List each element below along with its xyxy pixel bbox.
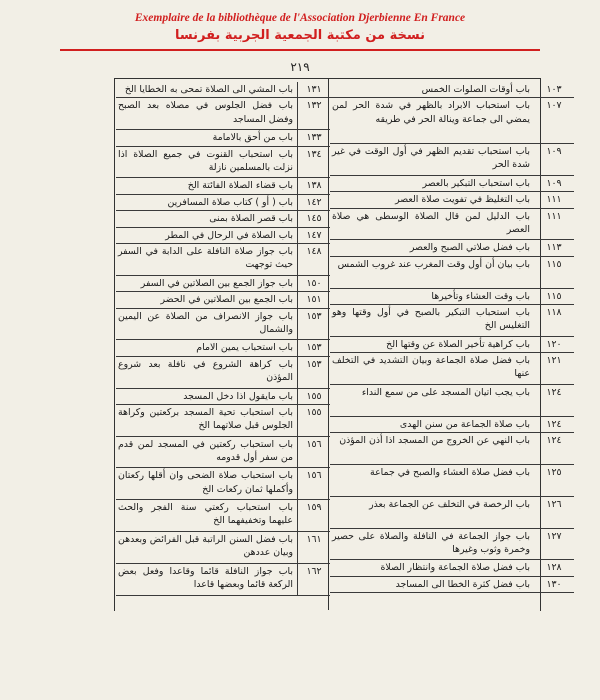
- index-entry: [116, 130, 330, 146]
- index-entry: [330, 144, 574, 176]
- entry-title: باب الرخصة في التخلف عن الجماعة بعذر: [369, 498, 530, 510]
- entry-title: باب استحباب تحية المسجد بركعتين وكراهة الجلوس قبل صلاتهما الخ: [118, 406, 293, 432]
- entry-title: باب من أحق بالامامة: [212, 132, 293, 144]
- entry-title: باب استحباب التبكير بالصبح في أول وقتها وهو التغليس الخ: [332, 306, 530, 332]
- entry-title: باب يجب اتيان المسجد على من سمع النداء: [361, 386, 530, 398]
- entry-page-number: ١٣٨: [297, 178, 330, 193]
- index-entry: [330, 529, 574, 561]
- index-entry: [330, 82, 574, 98]
- entry-page-number: ١٥٩: [297, 500, 330, 531]
- entry-title: باب كراهة الشروع في نافلة بعد شروع المؤذن: [118, 358, 293, 383]
- entry-page-number: ١٠٩: [546, 145, 562, 157]
- index-entry: [116, 500, 330, 532]
- index-entry: [330, 98, 574, 144]
- index-entry: [330, 305, 574, 337]
- index-entry: [116, 292, 330, 308]
- entry-title: باب صلاة الجماعة من سنن الهدى: [399, 418, 530, 430]
- index-entry: [116, 276, 330, 292]
- index-entry: [330, 560, 574, 576]
- entry-title: باب أوقات الصلوات الخمس: [421, 84, 530, 95]
- entry-page-number: ١٥٥: [297, 405, 330, 436]
- index-entry: [116, 309, 330, 341]
- entry-page-number: ١٣٣: [297, 130, 330, 145]
- index-entry: [330, 433, 574, 465]
- entry-page-number: ١٤٢: [297, 195, 330, 210]
- entry-title: باب فضل الجلوس في مصلاه بعد الصبح وفضل المساجد: [118, 100, 293, 125]
- index-entry: [116, 211, 330, 227]
- entry-page-number: ١٥٥: [297, 389, 330, 404]
- entry-page-number: ١٢٤: [546, 418, 562, 430]
- index-entry: [116, 244, 330, 276]
- entry-title: باب فضل صلاتي الصبح والعصر: [409, 242, 530, 254]
- entry-title: باب الصلاة في الرحال في المطر: [165, 229, 293, 241]
- index-entry: [330, 385, 574, 417]
- entry-page-number: ١٥٦: [297, 437, 330, 468]
- index-entry: [330, 497, 574, 529]
- page-number: ٢١٩: [290, 60, 310, 74]
- index-entry: [116, 147, 330, 179]
- entry-title: باب كراهية تأخير الصلاة عن وقتها الخ: [386, 338, 530, 350]
- entry-page-number: ١١٥: [546, 290, 562, 302]
- index-entry: [116, 564, 330, 596]
- index-entry: [116, 340, 330, 356]
- index-entry: [116, 357, 330, 389]
- entry-page-number: ١٥٣: [297, 357, 330, 388]
- index-entry: [116, 98, 330, 130]
- library-stamp-arabic: نسخة من مكتبة الجمعية الجربية بفرنسا: [175, 28, 425, 43]
- library-stamp-french: Exemplaire de la bibliothèque de l'Association Djerbienne En France: [134, 12, 466, 24]
- entry-title: باب قصر الصلاة بمنى: [209, 213, 293, 225]
- index-entry: [330, 257, 574, 289]
- index-entry: [330, 240, 574, 256]
- index-entry: [330, 577, 574, 593]
- entry-page-number: ١٣٢: [297, 98, 330, 129]
- entry-page-number: ١٠٧: [546, 100, 562, 112]
- entry-title: باب وقت العشاء وتأخيرها: [431, 290, 530, 302]
- entry-title: باب استحباب يمين الامام: [196, 342, 293, 354]
- entry-page-number: ١٤٨: [297, 244, 330, 275]
- entry-page-number: ١٢٠: [546, 338, 562, 350]
- entry-page-number: ١٥١: [297, 292, 330, 307]
- entry-page-number: ١٤٥: [297, 211, 330, 226]
- entry-page-number: ١١١: [546, 194, 562, 206]
- index-column-left: [116, 82, 330, 596]
- entry-title: باب بيان أن أول وقت المغرب عند غروب الشمس: [337, 258, 530, 270]
- entry-page-number: ١١٥: [546, 258, 562, 270]
- index-entry: [116, 195, 330, 211]
- entry-title: باب مايقول اذا دخل المسجد: [183, 390, 293, 402]
- index-entry: [330, 192, 574, 208]
- entry-page-number: ١٣١: [297, 82, 330, 97]
- index-entry: [330, 209, 574, 241]
- entry-title: باب استحباب الابراد بالظهر في شدة الحر لمن يمضي الى جماعة وينالة الحر في طريقه: [332, 100, 530, 125]
- entry-page-number: ١٢١: [546, 355, 562, 367]
- index-entry: [116, 468, 330, 500]
- entry-page-number: ١٣٤: [297, 147, 330, 178]
- index-entry: [116, 82, 330, 98]
- entry-title: باب استحباب تقديم الظهر في أول الوقت في غير شدة الحر: [332, 145, 530, 171]
- entry-page-number: ١٢٦: [546, 498, 562, 510]
- entry-page-number: ١٠٣: [546, 84, 562, 95]
- entry-title: باب المشي الى الصلاة تمحى به الخطايا الخ: [124, 84, 293, 95]
- entry-title: باب الجمع بين الصلاتين في الحضر: [160, 294, 293, 306]
- entry-title: باب فضل صلاة الجماعة وبيان التشديد في التخلف عنها: [332, 355, 530, 380]
- entry-title: باب استحباب ركعتين في المسجد لمن قدم من سفر أول قدومه: [118, 438, 293, 463]
- entry-page-number: ١٥٠: [297, 276, 330, 291]
- entry-title: باب فضل صلاة الجماعة وانتظار الصلاة: [380, 562, 530, 574]
- entry-page-number: ١٢٨: [546, 562, 562, 574]
- index-entry: [330, 176, 574, 192]
- entry-title: باب جواز الجماعة في النافلة والصلاة على حصير وخمرة وثوب وغيرها: [332, 530, 530, 555]
- entry-page-number: ١٦٢: [297, 564, 330, 595]
- entry-page-number: ١٣٠: [546, 578, 562, 590]
- index-entry: [116, 228, 330, 244]
- entry-title: باب استحباب صلاة الضحى وان أقلها ركعتان وأكملها ثمان ركعات الخ: [118, 470, 293, 495]
- index-entry: [330, 417, 574, 433]
- entry-title: باب جواز صلاة النافلة على الدابة في السفر حيث توجهت: [118, 245, 293, 271]
- entry-title: باب الدليل لمن قال الصلاة الوسطى هي صلاة العصر: [332, 210, 530, 235]
- entry-page-number: ١٥٣: [297, 309, 330, 340]
- entry-title: باب النهي عن الخروج من المسجد اذا أذن المؤذن: [339, 435, 530, 447]
- entry-title: باب استحباب القنوت في جميع الصلاة اذا نزلت بالمسلمين نازلة: [118, 148, 293, 173]
- index-column-right: [330, 82, 574, 593]
- entry-title: باب جواز الانصراف من الصلاة عن اليمين والشمال: [118, 310, 293, 335]
- entry-title: باب جواز النافلة قائما وقاعدا وفعل بعض الركعة قائما وبعضها قاعدا: [118, 565, 293, 591]
- entry-page-number: ١١١: [546, 210, 562, 222]
- entry-title: باب فضل صلاة العشاء والصبح في جماعة: [370, 466, 530, 478]
- index-entry: [116, 405, 330, 437]
- entry-page-number: ١١٣: [546, 242, 562, 254]
- entry-title: باب فضل كثرة الخطا الى المساجد: [395, 578, 530, 590]
- index-entry: [330, 465, 574, 497]
- entry-page-number: ١١٨: [546, 306, 562, 318]
- index-entry: [116, 178, 330, 194]
- index-entry: [116, 532, 330, 564]
- index-entry: [330, 289, 574, 305]
- entry-title: باب جواز الجمع بين الصلاتين في السفر: [140, 277, 293, 289]
- index-entry: [330, 337, 574, 353]
- entry-page-number: ١٥٦: [297, 468, 330, 499]
- entry-title: باب فضل السنن الراتبة قبل الفرائض وبعدهن وبيان عددهن: [118, 534, 293, 559]
- index-entry: [116, 389, 330, 405]
- index-entry: [330, 353, 574, 385]
- entry-title: باب استحباب التبكير بالعصر: [422, 177, 530, 189]
- entry-title: باب قضاء الصلاة الفائتة الخ: [187, 180, 293, 192]
- entry-page-number: ١٢٥: [546, 466, 562, 478]
- entry-title: باب ( أو ) كتاب صلاة المسافرين: [167, 196, 293, 208]
- entry-page-number: ١٢٤: [546, 435, 562, 447]
- entry-page-number: ١٦١: [297, 532, 330, 563]
- entry-page-number: ١٠٩: [546, 177, 562, 189]
- entry-title: باب استحباب ركعتي سنة الفجر والحث عليهما وتخفيفهما الخ: [118, 502, 293, 527]
- header-rule: [60, 49, 540, 51]
- entry-page-number: ١٥٣: [297, 340, 330, 355]
- entry-page-number: ١٤٧: [297, 228, 330, 243]
- entry-page-number: ١٢٤: [546, 386, 562, 398]
- entry-page-number: ١٢٧: [546, 530, 562, 542]
- index-entry: [116, 437, 330, 469]
- entry-title: باب التغليظ في تفويت صلاة العصر: [395, 194, 530, 206]
